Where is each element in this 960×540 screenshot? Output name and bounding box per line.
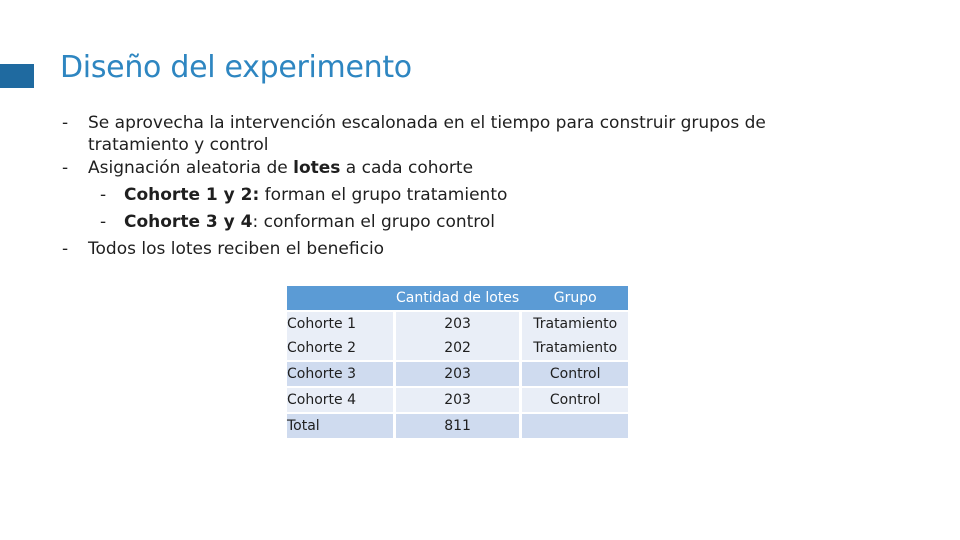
bullet-dash: - [100,185,107,205]
bullet-item-2 [62,155,822,182]
sub-bullet-item-1 [62,182,822,209]
bullet-dash: - [100,212,107,232]
table-cell: 203 [396,312,519,336]
table-row [287,414,628,438]
bullet-bold-text: Cohorte 3 y 4 [124,212,253,232]
bullet-dash: - [62,239,69,259]
bullet-bold-text: Cohorte 1 y 2: [124,185,260,205]
table-cell: 811 [396,414,519,438]
table-header-row [287,286,628,310]
table-row [287,388,628,412]
bullet-text: Se aprovecha la intervención escalonada en el tiempo para construir grupos de [88,113,766,133]
table-header-cell: Cantidad de lotes [396,286,519,310]
table-cell: Tratamiento [522,336,628,360]
bullet-text-continuation: tratamiento y control [88,135,269,155]
table-row [287,312,628,336]
slide-title: Diseño del experimento [60,50,412,85]
table-cell: 203 [396,362,519,386]
bullet-text: Todos los lotes reciben el beneficio [88,239,385,259]
table-cell: Cohorte 3 [287,362,393,386]
bullet-text: forman el grupo tratamiento [259,185,508,205]
bullet-text: a cada cohorte [340,158,474,178]
table-cell: 203 [396,388,519,412]
table-row [287,362,628,386]
table-cell: Cohorte 2 [287,336,393,360]
title-accent-bar [0,64,34,88]
bullet-dash: - [62,158,69,178]
bullet-dash: - [62,113,69,133]
bullet-text: : conforman el grupo control [252,212,496,232]
bullet-item-1 [62,110,822,155]
cohort-table [287,286,628,438]
table-cell: Control [522,388,628,412]
table-cell: Tratamiento [522,312,628,336]
table-header-cell [287,286,393,310]
table-cell: Cohorte 1 [287,312,393,336]
table-cell: Cohorte 4 [287,388,393,412]
bullet-bold-text: lotes [293,158,341,178]
table-cell: 202 [396,336,519,360]
bullet-text: Asignación aleatoria de [88,158,294,178]
bullet-item-3 [62,236,822,263]
table-header-cell: Grupo [522,286,628,310]
table-cell: Total [287,414,393,438]
table-cell [522,414,628,438]
table-row [287,336,628,360]
table-cell: Control [522,362,628,386]
bullet-list [62,110,822,263]
sub-bullet-item-2 [62,209,822,236]
